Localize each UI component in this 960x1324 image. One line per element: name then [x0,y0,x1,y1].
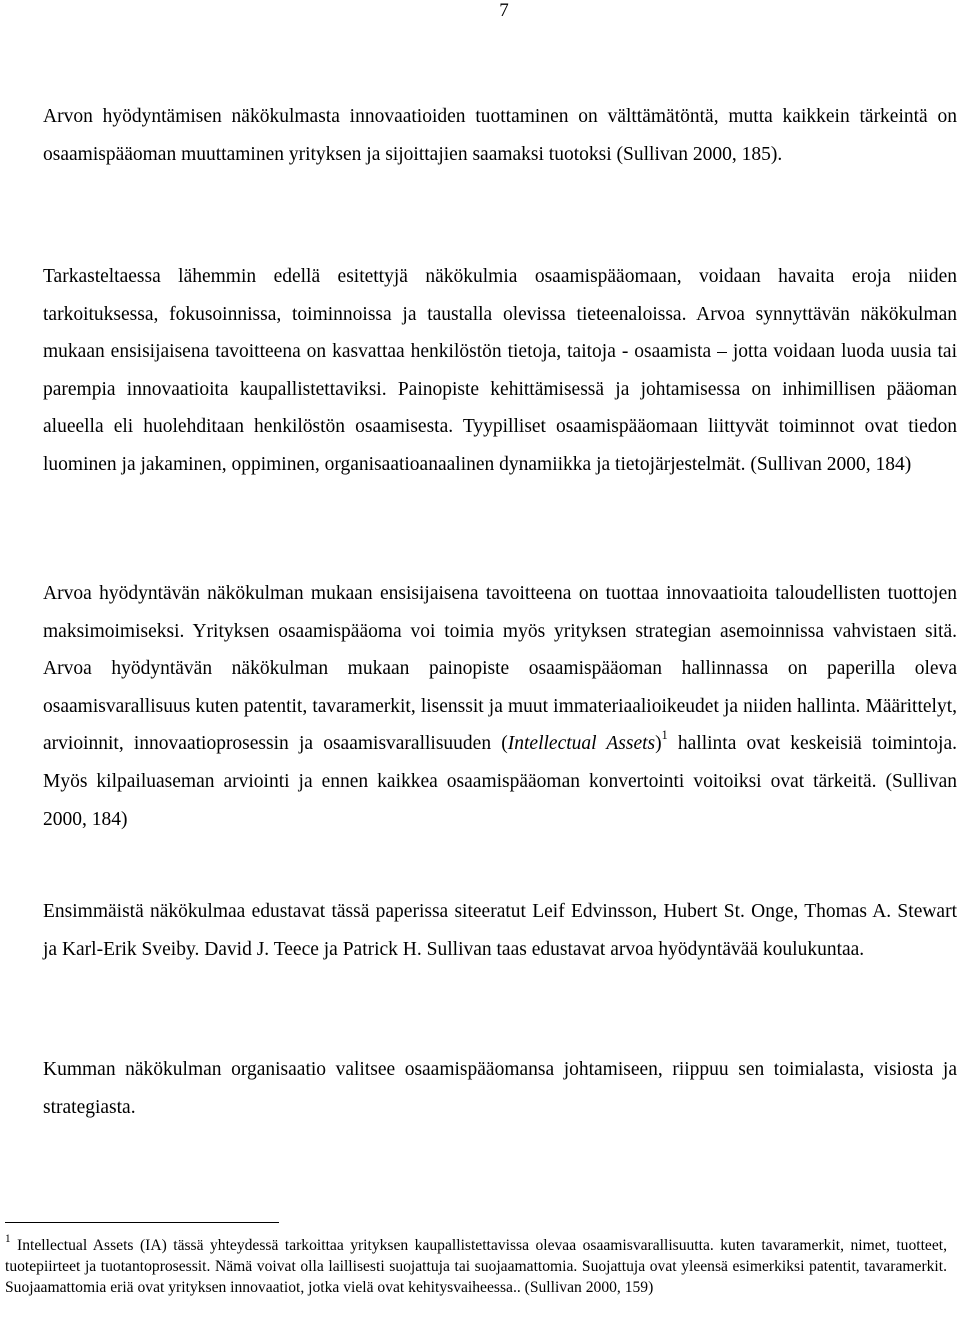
paragraph-3-text [43,575,957,838]
paragraph-1 [43,98,957,173]
paragraph-3 [43,575,957,838]
paragraph-4 [43,893,957,968]
paragraph-5 [43,1051,957,1126]
page-number: 7 [499,0,509,21]
paragraph-1-text: Arvon hyödyntämisen näkökulmasta innovaatioiden tuottaminen on välttämätöntä, mutta kaikkein tärkeintä on osaamispääoman muuttaminen yrityksen ja sijoittajien saamaksi tuotoksi (Sullivan 2000, 185). [43,106,957,165]
paragraph-4-text: Ensimmäistä näkökulmaa edustavat tässä paperissa siteeratut Leif Edvinsson, Hubert St. Onge, Thomas A. Stewart ja Karl-Erik Sveiby. David J. Teece ja Patrick H. Sullivan taas edustavat arvoa hyödyntävää koulukuntaa. [43,901,957,960]
paragraph-3-text-start: Arvoa hyödyntävän näkökulman mukaan ensisijaisena tavoitteena on tuottaa innovaatioita taloudellisten tuottojen maksimoimiseksi. Yrityksen osaamispääoma voi toimia myös yrityksen strategian asemoinnissa vahvistaen sitä. Arvoa hyödyntävän näkökulman mukaan painopiste osaamispääoman hallinnassa on paperilla oleva osaamisvarallisuus kuten patentit, tavaramerkit, lisenssit ja muut immateriaalioikeudet ja niiden hallinta. Määrittelyt, arvioinnit, innovaatioprosessin ja osaamisvarallisuuden ( [43,583,957,755]
paragraph-2 [43,258,957,484]
closing-parenthesis: ) [655,733,662,755]
paragraph-5-text: Kumman näkökulman organisaatio valitsee osaamispääomansa johtamiseen, riippuu sen toimialasta, visiosta ja strategiasta. [43,1059,957,1118]
paragraph-3-text-end: hallinta ovat keskeisiä toimintoja. Myös kilpailuaseman arviointi ja ennen kaikkea osaamispääoman konvertointi voitoiksi ovat tärkeitä. (Sullivan 2000, 184) [43,733,958,830]
footnote-separator [5,1222,279,1223]
footnote-marker: 1 [5,1232,11,1245]
footnote [5,1232,947,1298]
footnote-reference: 1 [661,728,668,743]
footnote-text: Intellectual Assets (IA) tässä yhteydessä tarkoittaa yrityksen kaupallistettavissa olevaa osaamisvarallisuutta. kuten tavaramerkit, nimet, tuotteet, tuotepiirteet ja tuotantoprosessit. Nämä voivat olla laillisesti suojattuja tai suojaamattomia. Suojattuja ovat yleensä esimerkiksi patentit, tavaramerkit. Suojaamattomia eriä ovat yrityksen innovaatiot, jotka vielä ovat kehitysvaiheessa.. (Sullivan 2000, 159) [5,1237,947,1296]
intellectual-assets-term: Intellectual Assets [507,733,656,755]
paragraph-2-text: Tarkasteltaessa lähemmin edellä esitettyjä näkökulmia osaamispääomaan, voidaan havaita eroja niiden tarkoituksessa, fokusoinnissa, toiminnoissa ja taustalla olevissa tieteenaloissa. Arvoa synnyttävän näkökulman mukaan ensisijaisena tavoitteena on kasvattaa henkilöstön tietoja, taitoja - osaamista – jotta voidaan luoda uusia tai parempia innovaatioita kaupallistettaviksi. Painopiste kehittämisessä ja johtamisessa on inhimillisen pääoman alueella eli huolehditaan henkilöstön osaamisesta. Tyypilliset osaamispääomaan liittyvät toiminnot ovat tiedon luominen ja jakaminen, oppiminen, organisaatioanaalinen dynamiikka ja tietojärjestelmät. (Sullivan 2000, 184) [43,266,957,475]
